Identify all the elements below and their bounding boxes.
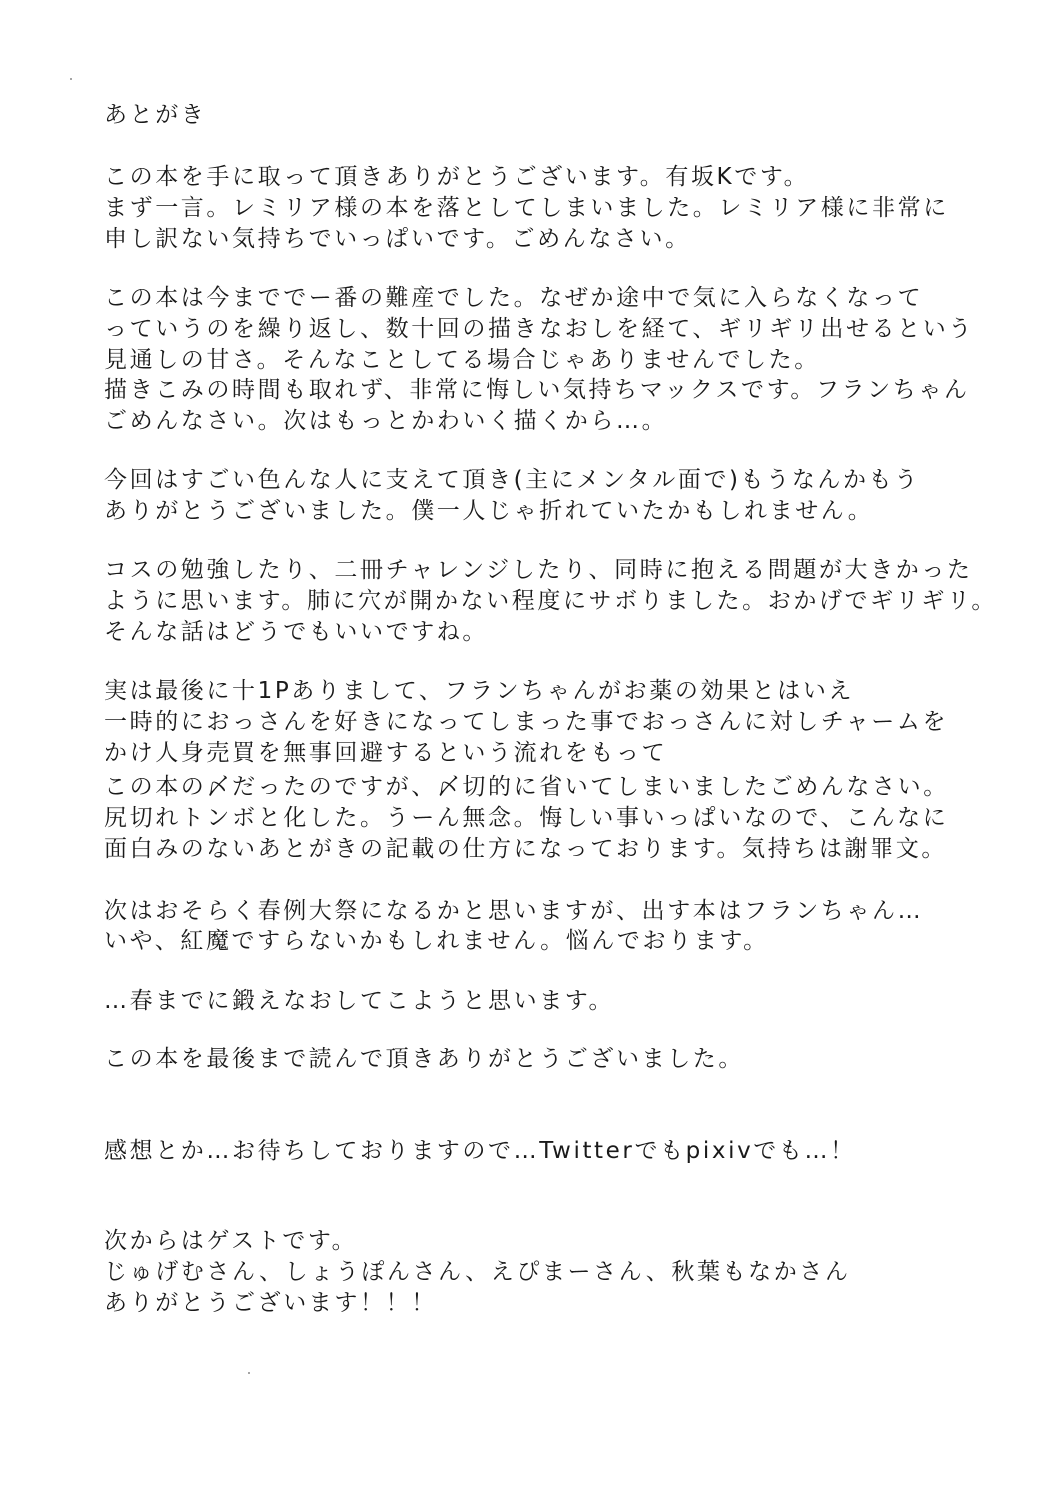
text-line: ありがとうございます！！！ <box>104 1290 437 1316</box>
text-line: 尻切れトンボと化した。うーん無念。悔しい事いっぱいなので、こんなに <box>104 805 949 831</box>
text-line: 申し訳ない気持ちでいっぱいです。ごめんなさい。 <box>104 226 691 252</box>
afterword-heading: あとがき <box>104 102 207 128</box>
text-line: まず一言。レミリア様の本を落としてしまいました。レミリア様に非常に <box>104 195 949 221</box>
text-line: そんな話はどうでもいいですね。 <box>104 619 488 645</box>
text-line: 次からはゲストです。 <box>104 1228 358 1254</box>
paper-speck <box>248 1372 250 1374</box>
text-line: 次はおそらく春例大祭になるかと思いますが、出す本はフランちゃん… <box>104 898 924 924</box>
text-line: この本を最後まで読んで頂きありがとうございました。 <box>104 1046 744 1072</box>
text-line: じゅげむさん、しょうぽんさん、えぴまーさん、秋葉もなかさん <box>104 1259 851 1285</box>
text-line: 描きこみの時間も取れず、非常に悔しい気持ちマックスです。フランちゃん <box>104 377 970 403</box>
text-line: 一時的におっさんを好きになってしまった事でおっさんに対しチャームを <box>104 709 949 735</box>
text-line: この本を手に取って頂きありがとうございます。有坂Kです。 <box>104 164 810 190</box>
text-line: コスの勉強したり、二冊チャレンジしたり、同時に抱える問題が大きかった <box>104 557 973 583</box>
text-line: ありがとうございました。僕一人じゃ折れていたかもしれません。 <box>104 498 874 524</box>
text-line: この本は今まででー番の難産でした。なぜか途中で気に入らなくなって <box>104 285 924 311</box>
text-line: 実は最後に十1Pありまして、フランちゃんがお薬の効果とはいえ <box>104 678 855 704</box>
text-line: ごめんなさい。次はもっとかわいく描くから…。 <box>104 408 668 434</box>
text-line: ように思います。肺に穴が開かない程度にサボりました。おかげでギリギリ。 <box>104 588 998 614</box>
text-line: …春までに鍛えなおしてこようと思います。 <box>104 988 615 1014</box>
text-line: いや、紅魔ですらないかもしれません。悩んでおります。 <box>104 928 769 954</box>
text-line: っていうのを繰り返し、数十回の描きなおしを経て、ギリギリ出せるという <box>104 316 974 342</box>
paper-speck <box>70 78 72 80</box>
text-line: かけ人身売買を無事回避するという流れをもって <box>104 740 668 766</box>
text-line: 見通しの甘さ。そんなことしてる場合じゃありませんでした。 <box>104 347 820 373</box>
text-line: 面白みのないあとがきの記載の仕方になっております。気持ちは謝罪文。 <box>104 836 947 862</box>
text-line: 今回はすごい色んな人に支えて頂き(主にメンタル面で)もうなんかもう <box>104 467 920 493</box>
text-line: この本の〆だったのですが、〆切的に省いてしまいましたごめんなさい。 <box>104 774 949 800</box>
text-line: 感想とか…お待ちしておりますので…Twitterでもpixivでも…！ <box>104 1138 856 1164</box>
